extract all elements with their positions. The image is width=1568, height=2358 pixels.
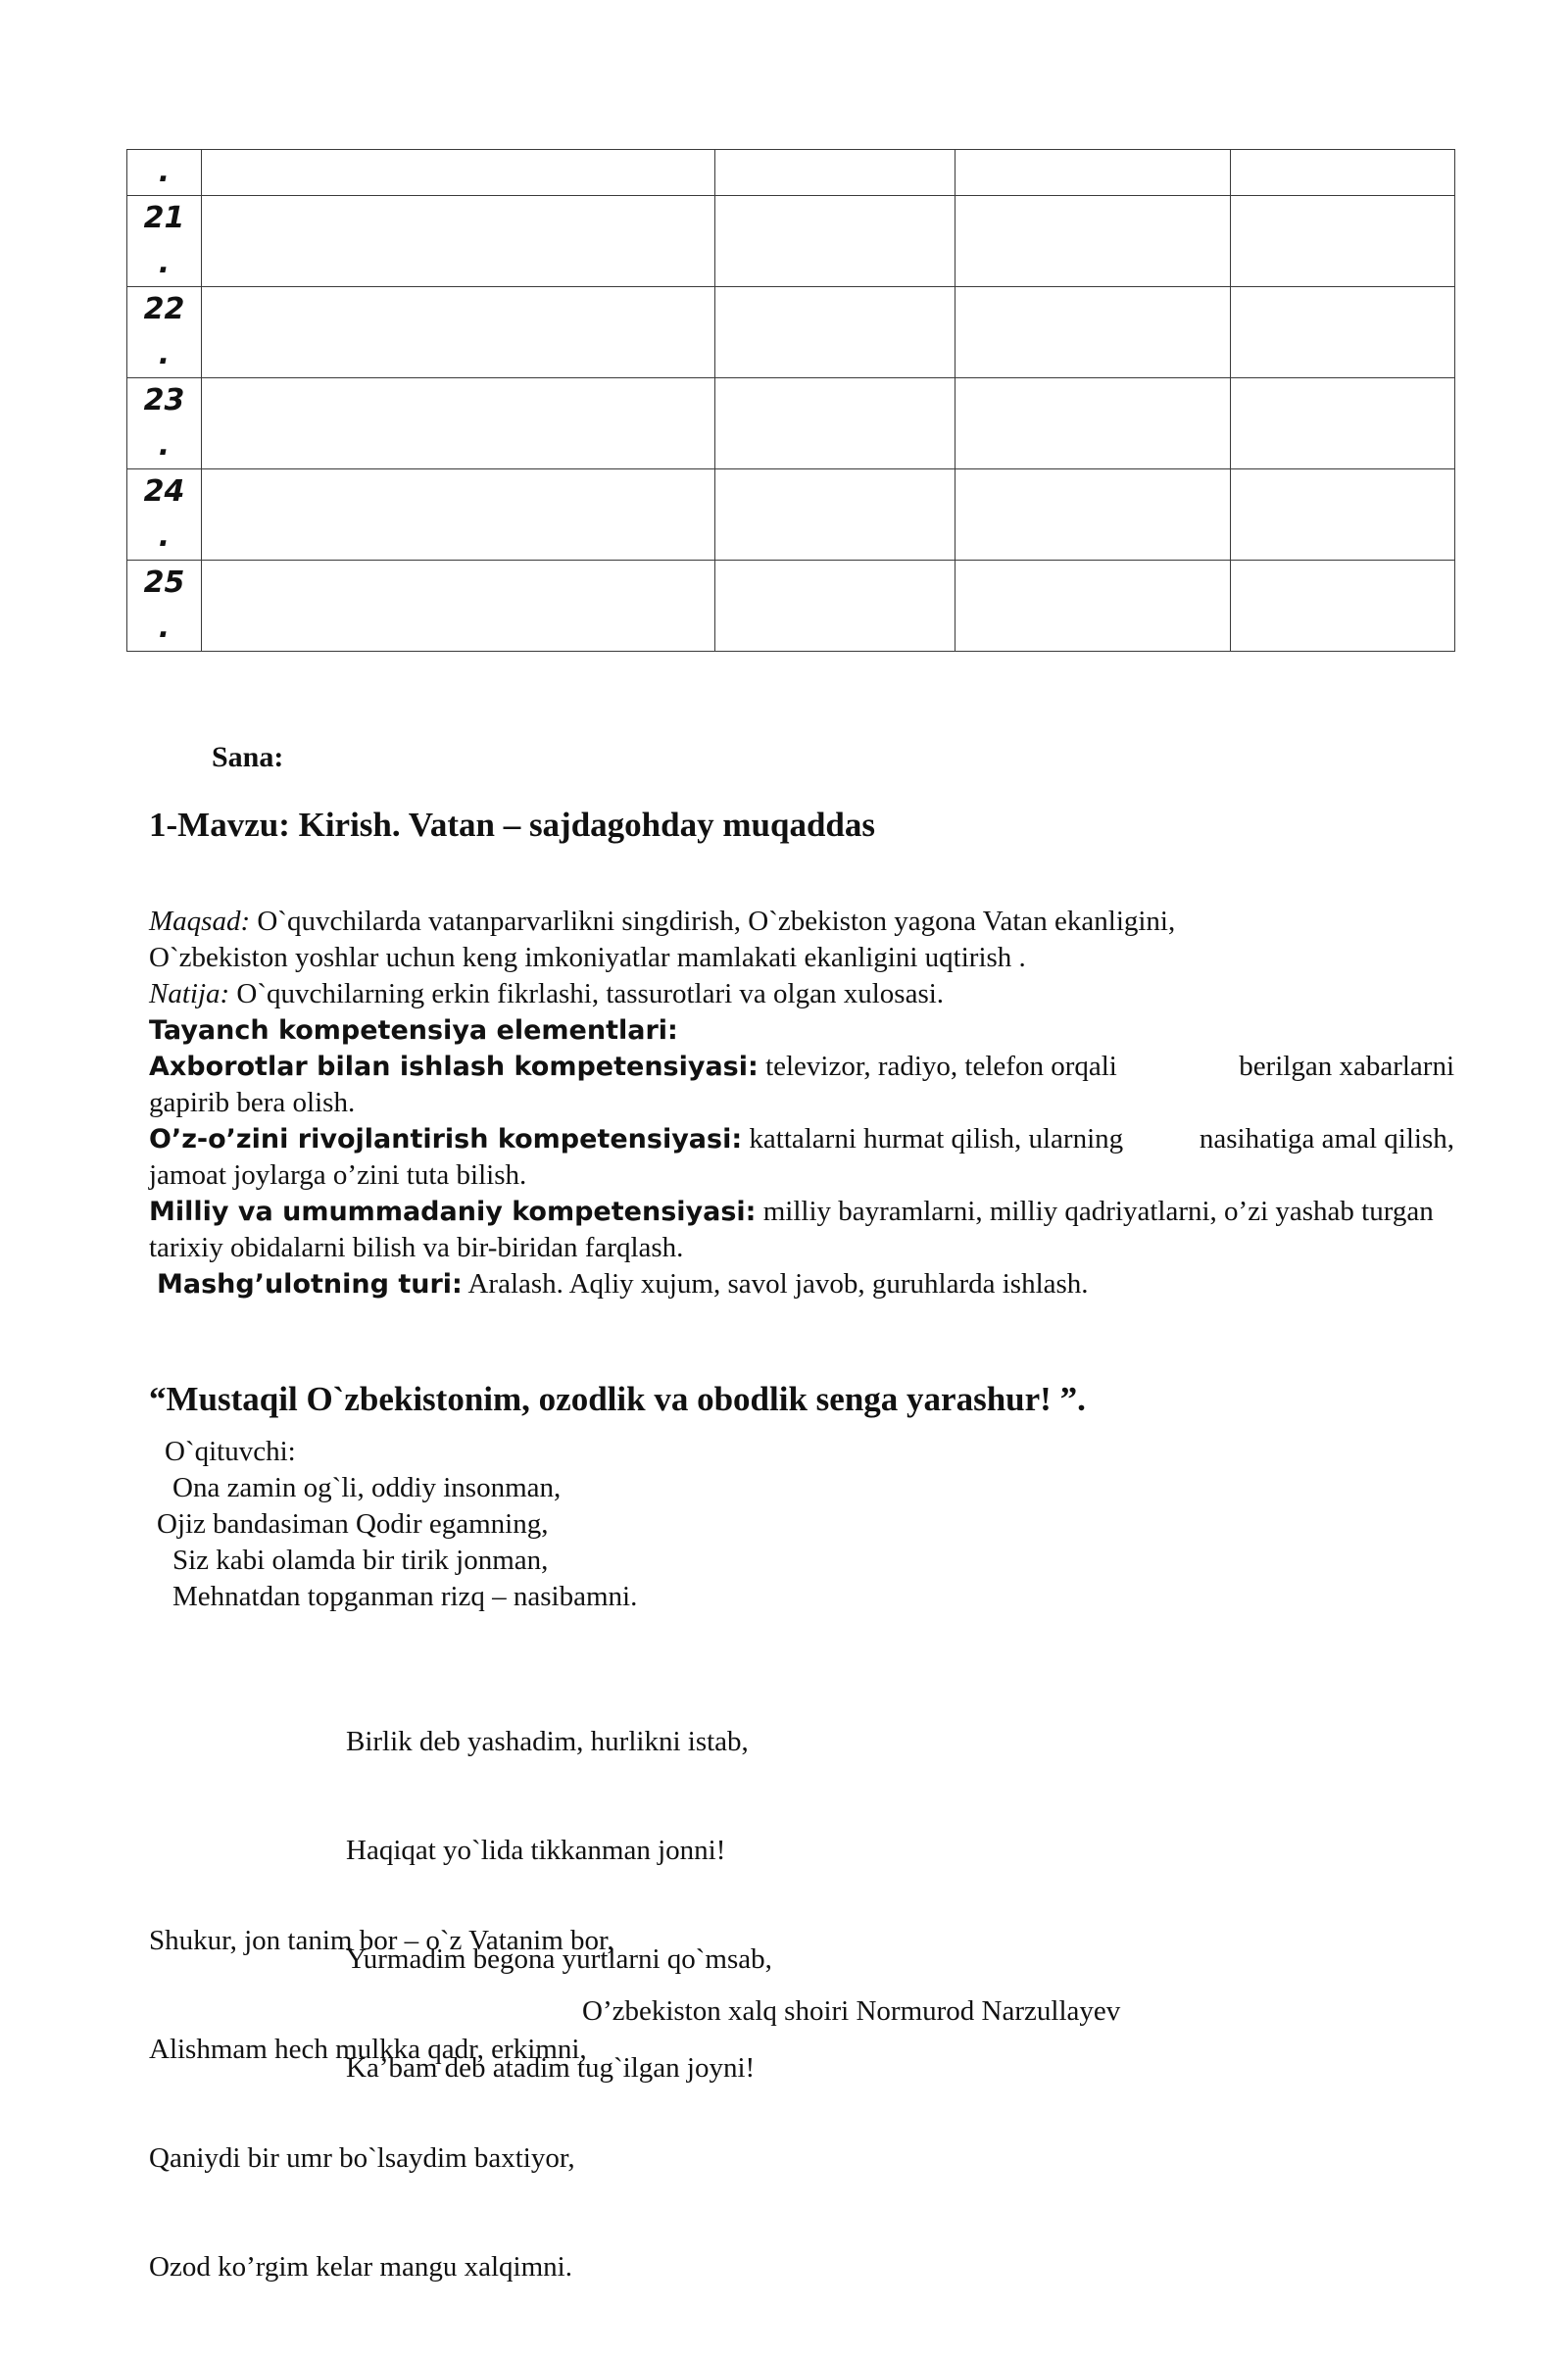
table-row (127, 561, 1455, 652)
competency-text-right: berilgan xabarlarni (1239, 1051, 1454, 1082)
table-cell (1231, 561, 1455, 652)
objective-text: O`quvchilarda vatanparvarlikni singdirish, O`zbekiston yagona Vatan ekanligini, (250, 906, 1176, 937)
competency-label: Milliy va umummadaniy kompetensiyasi: (149, 1197, 757, 1227)
teacher-label: O`qituvchi: (165, 1436, 296, 1467)
table-cell (956, 150, 1231, 196)
table-cell (715, 150, 956, 196)
row-number-cell (127, 469, 202, 561)
row-number-cell (127, 561, 202, 652)
poem-line: Ona zamin og`li, oddiy insonman, (172, 1472, 562, 1503)
row-number: 21 (143, 201, 185, 235)
topic-title: 1-Mavzu: Kirish. Vatan – sajdagohday muqaddas (149, 806, 875, 844)
competencies-heading: Tayanch kompetensiya elementlari: (149, 1015, 678, 1046)
table-row (127, 150, 1455, 196)
table-cell (715, 287, 956, 378)
objective-label: Maqsad: (149, 906, 251, 937)
table-cell (715, 378, 956, 469)
row-number-cell (127, 196, 202, 287)
table-cell (202, 150, 715, 196)
row-dot: . (158, 611, 171, 645)
table-cell (1231, 196, 1455, 287)
competency-item (149, 1121, 1454, 1157)
row-number: 23 (143, 383, 185, 418)
poem-line: Mehnatdan topganman rizq – nasibamni. (172, 1581, 638, 1612)
competency-text: kattalarni hurmat qilish, ularning (742, 1123, 1124, 1154)
row-number: 25 (143, 565, 185, 600)
row-number: 22 (143, 292, 185, 326)
poem-line: Siz kabi olamda bir tirik jonman, (172, 1545, 549, 1576)
competency-text: televizor, radiyo, telefon orqali (758, 1051, 1117, 1082)
table-cell (956, 196, 1231, 287)
quote-heading: “Mustaqil O`zbekistonim, ozodlik va obodlik senga yarashur! ”. (149, 1380, 1086, 1418)
competency-label: O’z-o’zini rivojlantirish kompetensiyasi: (149, 1124, 743, 1154)
table-row (127, 469, 1455, 561)
poem-stanza (149, 1850, 614, 2358)
row-dot: . (158, 428, 171, 463)
poem-line: Qaniydi bir umr bo`lsaydim baxtiyor, (149, 2142, 575, 2174)
competency-item (149, 1194, 1454, 1230)
poem-line: Alishmam hech mulkka qadr, erkimni, (149, 2034, 587, 2065)
table-cell (715, 469, 956, 561)
row-number-cell (127, 287, 202, 378)
table-cell (956, 469, 1231, 561)
row-number: 24 (143, 474, 185, 509)
table-cell (956, 378, 1231, 469)
poem-line: Ka’bam deb atadim tug`ilgan joyni! (346, 2052, 756, 2084)
competency-line-2: jamoat joylarga o’zini tuta bilish. (149, 1159, 527, 1191)
table-cell (202, 469, 715, 561)
poem-line: Haqiqat yo`lida tikkanman jonni! (346, 1835, 726, 1866)
competency-line-2: gapirib bera olish. (149, 1087, 356, 1118)
table-cell (202, 287, 715, 378)
row-dot: . (158, 155, 171, 189)
lesson-details (149, 904, 1454, 1302)
table-cell (202, 561, 715, 652)
row-number-cell (127, 150, 202, 196)
table-cell (1231, 150, 1455, 196)
table-cell (1231, 469, 1455, 561)
row-dot: . (158, 337, 171, 371)
result-label: Natija: (149, 978, 230, 1009)
objective-line-2: O`zbekiston yoshlar uchun keng imkoniyatlar mamlakati ekanligini uqtirish . (149, 942, 1026, 973)
table-row (127, 378, 1455, 469)
table-cell (1231, 378, 1455, 469)
poem-line: Ojiz bandasiman Qodir egamning, (157, 1508, 549, 1540)
date-label: Sana: (212, 741, 284, 773)
table-row (127, 196, 1455, 287)
table-row (127, 287, 1455, 378)
competency-text-right: nasihatiga amal qilish, (1199, 1123, 1454, 1154)
row-dot: . (158, 246, 171, 280)
lesson-type-label: Mashg’ulotning turi: (157, 1269, 463, 1300)
competency-text: milliy bayramlarni, milliy qadriyatlarni, o’zi yashab turgan (756, 1196, 1434, 1227)
table-cell (1231, 287, 1455, 378)
poem-author: O’zbekiston xalq shoiri Normurod Narzullayev (582, 1995, 1121, 2027)
row-dot: . (158, 519, 171, 554)
result-line (149, 976, 1454, 1012)
lesson-type-line (149, 1266, 1454, 1302)
table-cell (956, 287, 1231, 378)
table-cell (715, 561, 956, 652)
poem-line: Ozod ko’rgim kelar mangu xalqimni. (149, 2251, 572, 2283)
table-cell (202, 196, 715, 287)
attendance-table (126, 149, 1455, 652)
table-cell (956, 561, 1231, 652)
table-cell (715, 196, 956, 287)
result-text: O`quvchilarning erkin fikrlashi, tassurotlari va olgan xulosasi. (229, 978, 945, 1009)
objective-line (149, 904, 1454, 940)
poem-line: Yurmadim begona yurtlarni qo`msab, (346, 1943, 772, 1975)
table-cell (202, 378, 715, 469)
poem-line: Shukur, jon tanim bor – o`z Vatanim bor, (149, 1925, 614, 1956)
competency-item (149, 1049, 1454, 1085)
competency-label: Axborotlar bilan ishlash kompetensiyasi: (149, 1052, 759, 1082)
row-number-cell (127, 378, 202, 469)
lesson-type-text: Aralash. Aqliy xujum, savol javob, guruhlarda ishlash. (462, 1268, 1089, 1300)
poem-line: Birlik deb yashadim, hurlikni istab, (346, 1726, 749, 1757)
competency-line-2: tarixiy obidalarni bilish va bir-biridan farqlash. (149, 1232, 684, 1263)
